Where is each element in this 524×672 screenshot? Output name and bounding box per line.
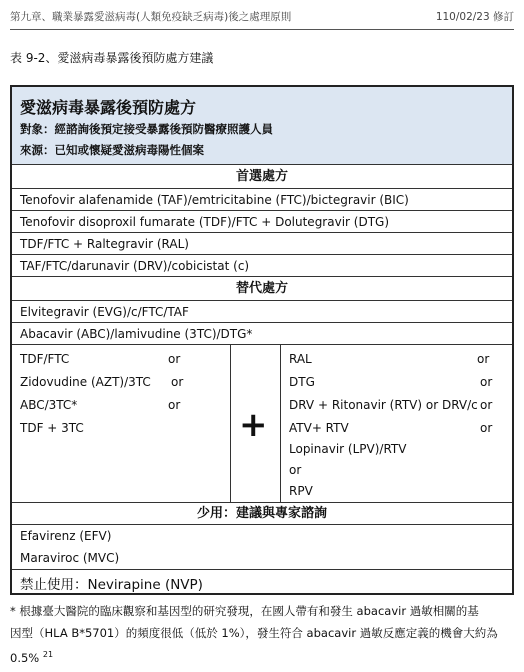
footnote-line: 0.5% $^{21}$ [10,650,54,665]
right-option: Lopinavir (LPV)/RTV [289,442,407,456]
preferred-header: 首選處方 [12,165,512,189]
rare-drug: Efavirenz (EFV) [20,529,112,543]
table-title: 愛滋病毒暴露後預防處方 [20,98,197,117]
left-option: ABC/3TC* [20,398,78,412]
or-label: or [168,352,181,366]
footnote-line: * 根據臺大醫院的臨床觀察和基因型的研究發現，在國人帶有和發生 abacavir 過敏相關的基 [10,604,479,618]
alternative-header: 替代處方 [12,277,512,301]
regimen-table [10,85,514,595]
footnote-line: 因型（HLA B*5701）的頻度很低（低於 1%），發生符合 abacavir 過敏反應定義的機會大約為 [10,626,498,640]
or-label: or [480,421,493,435]
rare-use-block [12,525,512,570]
or-label: or [171,375,184,389]
or-label: or [477,352,490,366]
rare-drug: Maraviroc (MVC) [20,551,120,565]
or-label: or [289,463,302,477]
right-option: ATV+ RTV [289,421,349,435]
source-line: 來源：已知或懷疑愛滋病毒陽性個案 [20,143,204,157]
right-option: RAL [289,352,312,366]
alternative-row: Elvitegravir (EVG)/c/FTC/TAF [12,301,512,323]
table-title-block [12,87,512,165]
revision-date: 110/02/23 修訂 [435,11,514,23]
contraindicated-row: 禁止使用：Nevirapine (NVP) [20,577,203,593]
target-line: 對象：經諮詢後預定接受暴露後預防醫療照護人員 [20,122,273,136]
left-option: TDF/FTC [20,352,70,366]
alternative-row: Abacavir (ABC)/lamivudine (3TC)/DTG* [12,323,512,345]
or-label: or [480,398,493,412]
footnote-reference: 21 [42,650,54,659]
or-label: or [168,398,181,412]
preferred-row: TDF/FTC + Raltegravir (RAL) [12,233,512,255]
chapter-title: 第九章、職業暴露愛滋病毒(人類免疫缺乏病毒)後之處理原則 [10,11,292,23]
plus-sign: + [239,405,268,445]
right-option: RPV [289,484,313,498]
preferred-row: TAF/FTC/darunavir (DRV)/cobicistat (c) [12,255,512,277]
preferred-row: Tenofovir alafenamide (TAF)/emtricitabine (FTC)/bictegravir (BIC) [12,189,512,211]
right-option: DRV + Ritonavir (RTV) or DRV/c [289,398,478,412]
right-option: DTG [289,375,315,389]
left-option: TDF + 3TC [20,421,84,435]
table-caption: 表 9-2、愛滋病毒暴露後預防處方建議 [10,51,214,65]
left-option: Zidovudine (AZT)/3TC [20,375,151,389]
or-label: or [480,375,493,389]
preferred-row: Tenofovir disoproxil fumarate (TDF)/FTC + Dolutegravir (DTG) [12,211,512,233]
rare-use-header: 少用：建議與專家諮詢 [12,503,512,525]
page-header [10,7,514,30]
